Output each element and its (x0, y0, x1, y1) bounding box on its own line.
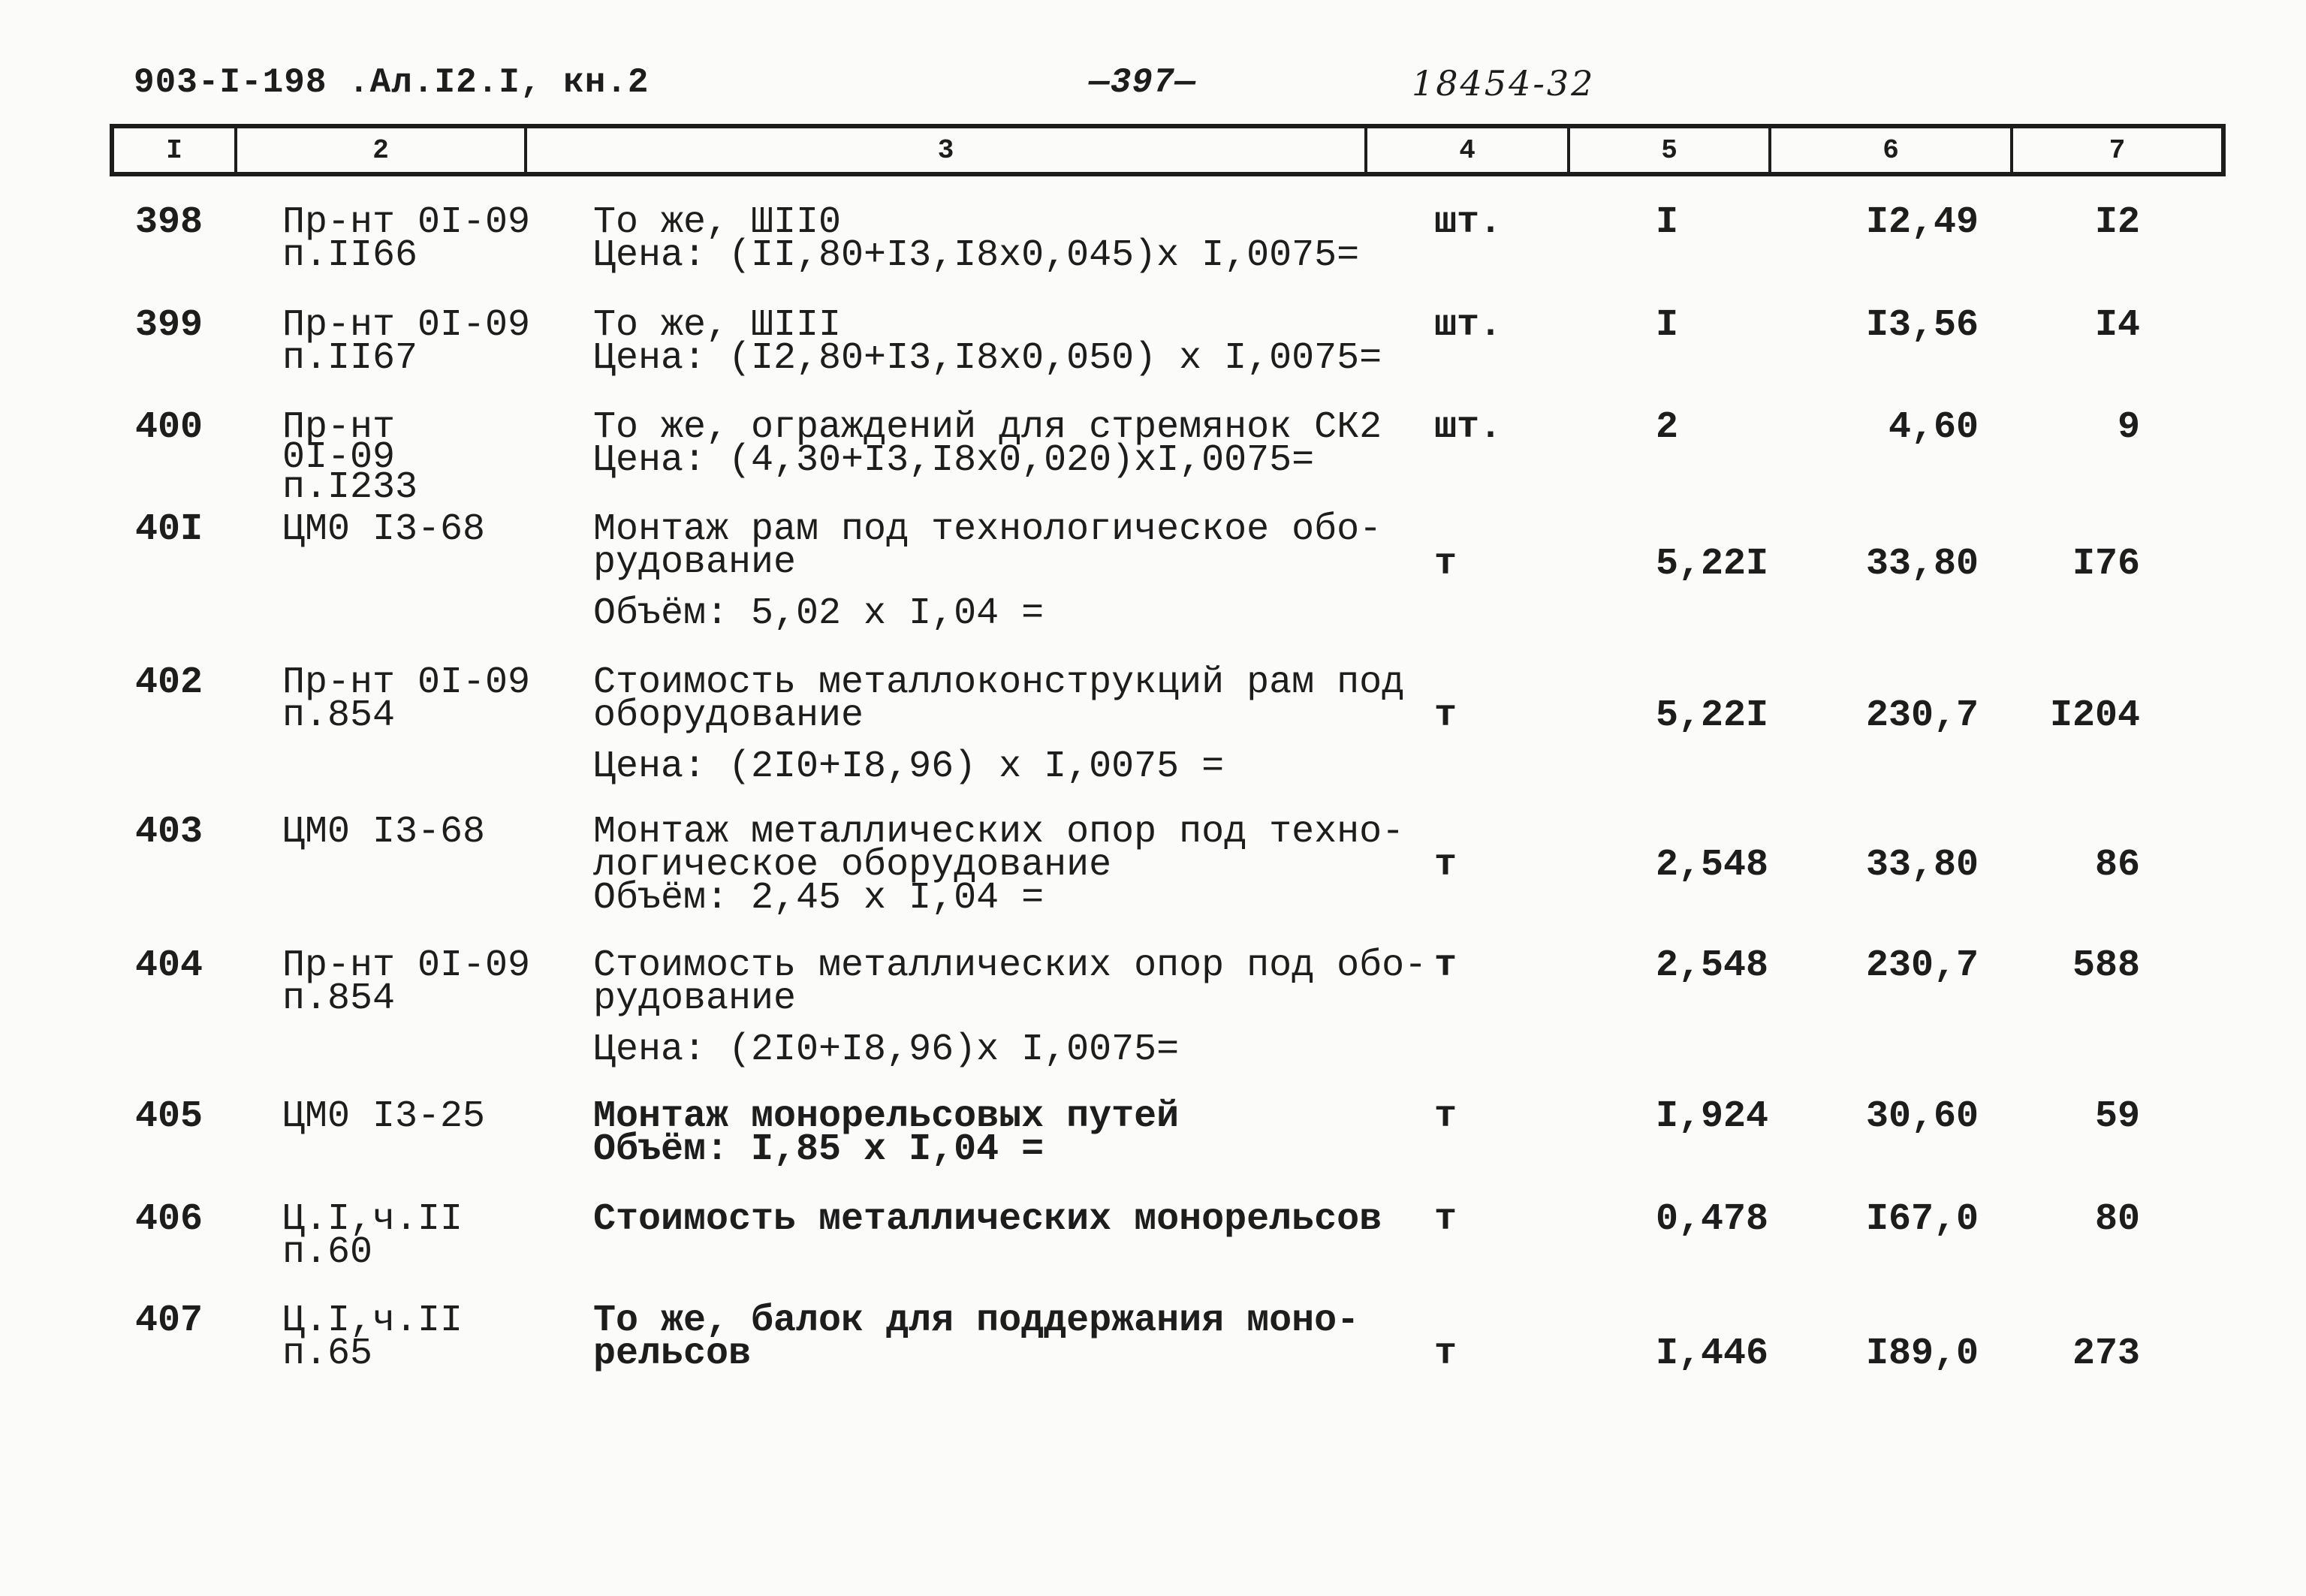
norm-code: Ц.I,ч.II (282, 1198, 463, 1241)
unit: т (1434, 1198, 1457, 1241)
norm-code: Ц.I,ч.II (282, 1299, 463, 1342)
column-3-header: 3 (937, 134, 954, 166)
unit: т (1434, 844, 1457, 887)
unit-price: 33,80 (1865, 844, 1979, 887)
unit: шт. (1434, 406, 1503, 449)
column-6-header: 6 (1882, 134, 1899, 166)
description-line: рельсов (593, 1333, 752, 1375)
total-cost: 59 (2094, 1095, 2140, 1138)
description-line: рудование (593, 977, 797, 1020)
row-number: 404 (135, 944, 203, 987)
unit: шт. (1434, 304, 1503, 347)
quantity: 2,548 (1656, 944, 1769, 987)
norm-code: п.I233 (282, 466, 418, 509)
total-cost: 80 (2094, 1198, 2140, 1241)
column-1-header: I (166, 134, 182, 166)
unit-price: 230,7 (1865, 944, 1979, 987)
description-line: Монтаж рам под технологическое обо- (593, 508, 1382, 551)
total-cost: I4 (2094, 304, 2140, 347)
total-cost: I204 (2049, 694, 2140, 737)
description-line: логическое оборудование (593, 844, 1112, 887)
unit-price: 4,60 (1888, 406, 1979, 449)
unit: шт. (1434, 201, 1503, 244)
norm-code: Пр-нт 0I-09 (282, 944, 531, 987)
row-number: 407 (135, 1299, 203, 1342)
row-number: 40I (135, 508, 203, 551)
unit-price: 33,80 (1865, 543, 1979, 586)
unit-price: I3,56 (1865, 304, 1979, 347)
unit-price: I2,49 (1865, 201, 1979, 244)
description-line: То же, ШIII (593, 304, 842, 347)
total-cost: 273 (2072, 1333, 2140, 1375)
unit-price: I89,0 (1865, 1333, 1979, 1375)
norm-code: Пр-нт 0I-09 (282, 201, 531, 244)
description-line: Цена: (4,30+I3,I8x0,020)xI,0075= (593, 439, 1315, 482)
description-line: Объём: I,85 x I,04 = (593, 1128, 1044, 1171)
description-line: Объём: 2,45 x I,04 = (593, 877, 1044, 920)
description-line: Цена: (II,80+I3,I8x0,045)x I,0075= (593, 234, 1360, 277)
unit: т (1434, 543, 1457, 586)
unit-price: I67,0 (1865, 1198, 1979, 1241)
norm-code: п.65 (282, 1333, 373, 1375)
quantity: 0,478 (1656, 1198, 1769, 1241)
unit-price: 30,60 (1865, 1095, 1979, 1138)
description-line: То же, балок для поддержания моно- (593, 1299, 1360, 1342)
column-2-header: 2 (372, 134, 389, 166)
description-line: оборудование (593, 694, 864, 737)
price-formula: Цена: (2I0+I8,96)x I,0075= (593, 1028, 1180, 1071)
unit: т (1434, 1333, 1457, 1375)
column-5-header: 5 (1661, 134, 1678, 166)
column-4-header: 4 (1459, 134, 1476, 166)
description-line: рудование (593, 541, 797, 584)
unit: т (1434, 1095, 1457, 1138)
row-number: 399 (135, 304, 203, 347)
description-line: Стоимость металлических монорельсов (593, 1198, 1382, 1241)
quantity: I,446 (1656, 1333, 1769, 1375)
unit-price: 230,7 (1865, 694, 1979, 737)
quantity: 5,22I (1656, 543, 1769, 586)
document-code: 903-I-198 .Ал.I2.I, кн.2 (134, 63, 650, 102)
total-cost: I76 (2072, 543, 2140, 586)
quantity: 2,548 (1656, 844, 1769, 887)
page-number: —397— (1089, 63, 1197, 102)
quantity: 5,22I (1656, 694, 1769, 737)
description-line: Монтаж металлических опор под техно- (593, 811, 1405, 854)
total-cost: 86 (2094, 844, 2140, 887)
unit: т (1434, 944, 1457, 987)
quantity: 2 (1656, 406, 1679, 449)
norm-code: п.II66 (282, 234, 418, 277)
column-header-row (110, 124, 2226, 176)
total-cost: I2 (2094, 201, 2140, 244)
description-line: Стоимость металлоконструкций рам под (593, 661, 1405, 704)
norm-code: ЦМ0 I3-68 (282, 811, 486, 854)
description-line: Цена: (I2,80+I3,I8x0,050) x I,0075= (593, 337, 1382, 380)
volume-formula: Объём: 5,02 x I,04 = (593, 592, 1044, 635)
row-number: 400 (135, 406, 203, 449)
sheet-number: 18454-32 (1412, 63, 1596, 104)
norm-code: п.II67 (282, 337, 418, 380)
row-number: 402 (135, 661, 203, 704)
quantity: I (1656, 304, 1679, 347)
column-7-header: 7 (2109, 134, 2126, 166)
description-line: То же, ограждений для стремянок СК2 (593, 406, 1382, 449)
description-line: То же, ШII0 (593, 201, 842, 244)
row-number: 398 (135, 201, 203, 244)
quantity: I (1656, 201, 1679, 244)
norm-code: ЦМ0 I3-68 (282, 508, 486, 551)
row-number: 403 (135, 811, 203, 854)
norm-code: Пр-нт (282, 406, 396, 449)
norm-code: п.60 (282, 1231, 373, 1274)
description-line: Монтаж монорельсовых путей (593, 1095, 1180, 1138)
norm-code: Пр-нт 0I-09 (282, 661, 531, 704)
unit: т (1434, 694, 1457, 737)
description-line: Стоимость металлических опор под обо- (593, 944, 1427, 987)
norm-code: 0I-09 (282, 436, 396, 479)
norm-code: Пр-нт 0I-09 (282, 304, 531, 347)
total-cost: 9 (2117, 406, 2140, 449)
quantity: I,924 (1656, 1095, 1769, 1138)
price-formula: Цена: (2I0+I8,96) x I,0075 = (593, 745, 1225, 788)
norm-code: п.854 (282, 694, 396, 737)
total-cost: 588 (2072, 944, 2140, 987)
norm-code: п.854 (282, 977, 396, 1020)
row-number: 405 (135, 1095, 203, 1138)
norm-code: ЦМ0 I3-25 (282, 1095, 486, 1138)
row-number: 406 (135, 1198, 203, 1241)
